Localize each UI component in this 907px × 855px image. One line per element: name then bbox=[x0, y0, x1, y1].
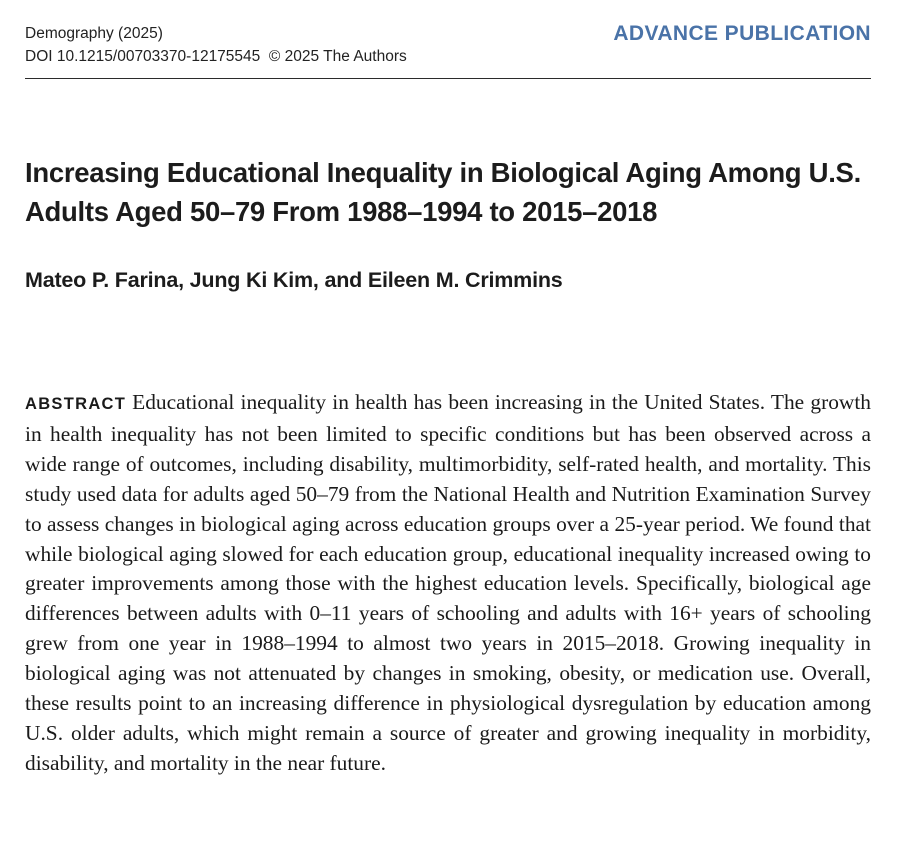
abstract-label: ABSTRACT bbox=[25, 395, 127, 413]
article-header bbox=[25, 22, 871, 78]
abstract bbox=[25, 388, 871, 779]
header-divider bbox=[25, 78, 871, 79]
article-title: Increasing Educational Inequality in Biological Aging Among U.S. Adults Aged 50–79 From 1988–1994 to 2015–2018 bbox=[25, 157, 861, 227]
copyright: © 2025 The Authors bbox=[268, 48, 407, 65]
doi-line bbox=[25, 45, 871, 68]
author-list: Mateo P. Farina, Jung Ki Kim, and Eileen M. Crimmins bbox=[25, 268, 563, 292]
journal-citation: Demography (2025) bbox=[25, 25, 163, 42]
abstract-text: Educational inequality in health has been increasing in the United States. The growth in health inequality has not been limited to specific conditions but has been observed across a wide range of outcomes, including disability, multimorbidity, self-rated health, and mortality. This study used data for adults aged 50–79 from the National Health and Nutrition Examination Survey to assess changes in biological aging across education groups over a 25-year period. We found that while biological aging slowed for each education group, educational inequality increased owing to greater improvements among those with the highest education levels. Specifically, biological age differences between adults with 0–11 years of schooling and adults with 16+ years of schooling grew from one year in 1988–1994 to almost two years in 2015–2018. Growing inequality in biological aging was not attenuated by changes in smoking, obesity, or medication use. Overall, these results point to an increasing difference in physiological dysregulation by education among U.S. older adults, which might remain a source of greater and growing inequality in morbidity, disability, and mortality in the near future. bbox=[25, 390, 871, 775]
publication-status: ADVANCE PUBLICATION bbox=[613, 22, 871, 45]
doi[interactable]: DOI 10.1215/00703370-12175545 bbox=[25, 48, 261, 65]
